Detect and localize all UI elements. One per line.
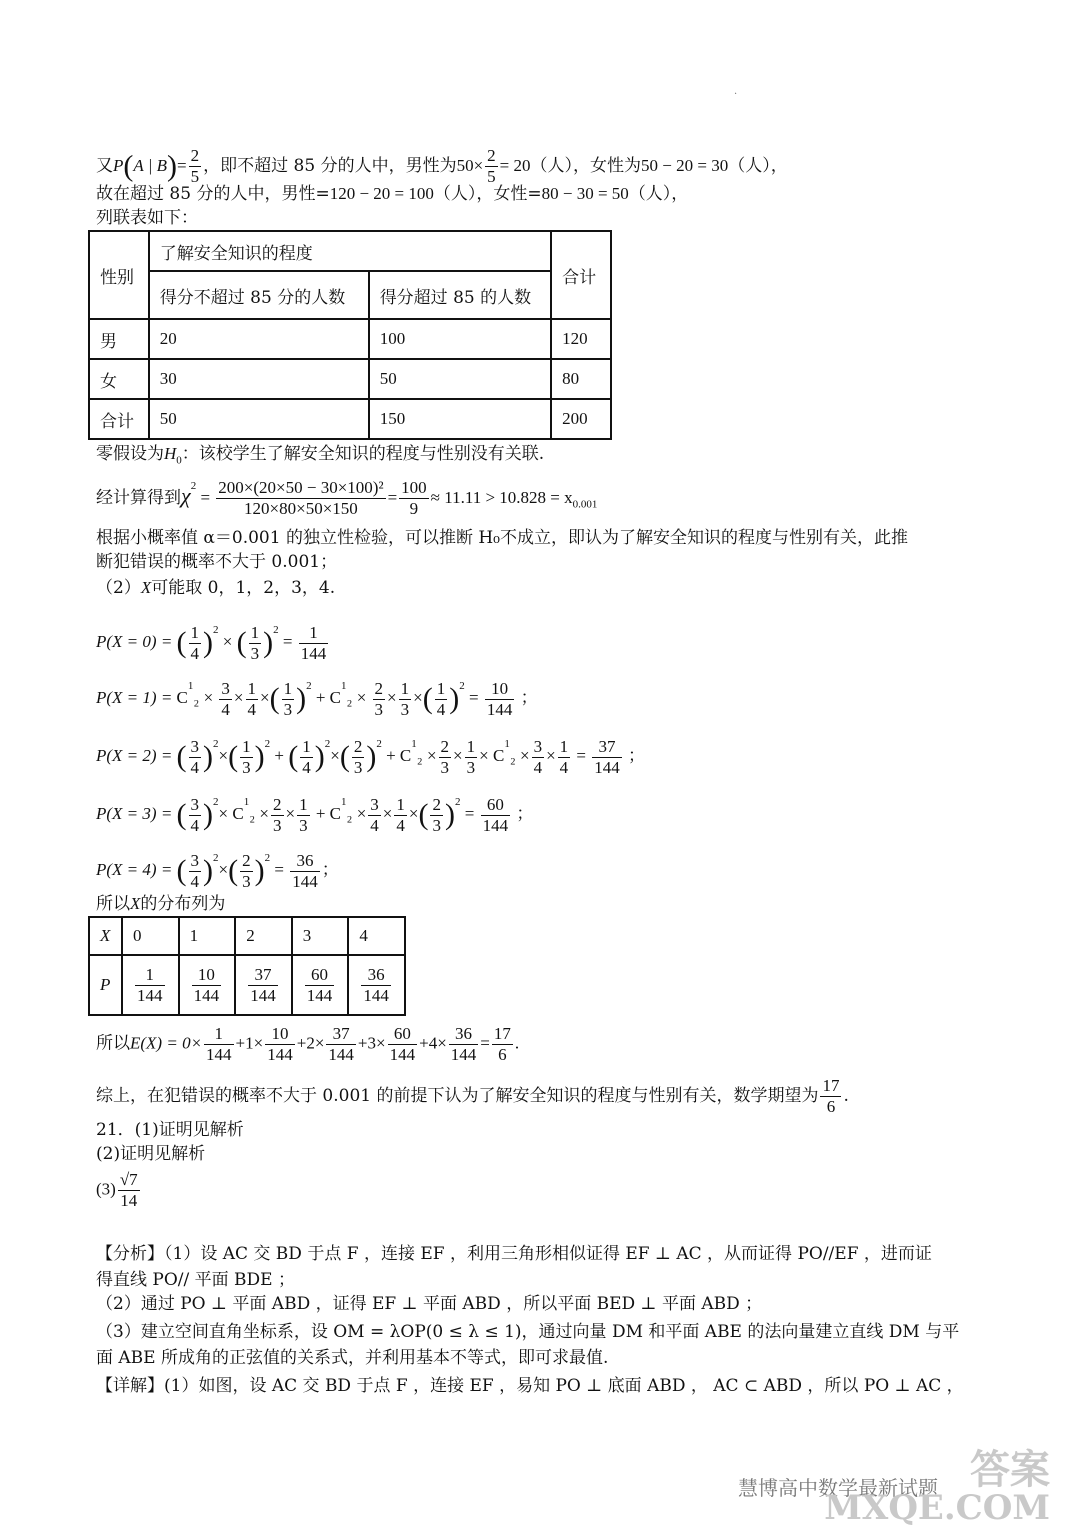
row-label: X: [89, 917, 122, 955]
text: （人），: [728, 156, 788, 176]
fraction: $\frac{60}{144}$: [482, 794, 509, 835]
analysis-3: （2）通过 PO ⊥ 平面 ABD ，证得 EF ⊥ 平面 ABD ，所以平面 BED ⊥ 平面 ABD ；: [96, 1294, 763, 1314]
cell: $\frac{1}{144}$: [122, 955, 179, 1015]
fraction: $\frac{\text{200×(20×50 − 30×100)²}}{120\times 80\times 50\times 150}$: [218, 478, 384, 518]
analysis-4: （3）建立空间直角坐标系，设 OM = λOP(0 ≤ λ ≤ 1)，通过向量 DM 和平面 ABE 的法向量建立直线 DM 与平: [96, 1322, 960, 1342]
cell: $\frac{37}{144}$: [235, 955, 292, 1015]
text: .: [843, 1086, 849, 1106]
math: H: [164, 444, 177, 463]
text: （2）: [96, 578, 141, 598]
cell: 2: [235, 917, 292, 955]
cell: 50: [149, 399, 369, 439]
line-part2: [96, 576, 335, 600]
line-over85: [96, 182, 688, 206]
q21-part1: 21．(1)证明见解析: [96, 1120, 244, 1140]
cell: 0: [122, 917, 179, 955]
prob-x2: P(X = 2) = ( $\frac{3}{4}$ )$^2$×( $\frac{1}{3}$ )$^2$ + ( $\frac{1}{4}$ )$^2$×( $\frac{2}{3}$ )$^2 + C^1_2$ × $\frac{2}{3}$ × $\frac{1}{3}$ × $C^1_2$ × $\frac{3}{4}$ × $\frac{1}{4}$ = $\frac{37}{144}$ ；: [96, 736, 646, 777]
row-label: 合计: [89, 399, 149, 439]
line-table-intro: 列联表如下：: [96, 208, 198, 228]
table-row: [89, 319, 611, 359]
text: 零假设为: [96, 444, 164, 464]
line-chi-square: 经计算得到$\chi^2$ = $\frac{\text{200×(20×50 − 30×100)²}}{120\times 80\times 50\times 150}$ = $\frac{100}{9}$ ≈ $11.11 > 10.828 = x_{0.001}$: [96, 478, 598, 518]
q21-part3: [96, 1170, 142, 1211]
fraction: $\frac{36}{144}$: [292, 850, 318, 891]
text: （人），女性=: [433, 184, 542, 204]
header-col2: 得分超过 85 的人数: [369, 271, 551, 319]
math: P(X = 0) =: [96, 632, 173, 651]
header-total: 合计: [551, 231, 611, 319]
math: P(X = 3) =: [96, 804, 173, 823]
math: 50×: [456, 156, 484, 175]
analysis-5: 面 ABE 所成角的正弦值的关系式，并利用基本不等式，即可求最值.: [96, 1348, 609, 1368]
cell: $\frac{60}{144}$: [292, 955, 349, 1015]
fraction: $\frac{10}{144}$: [486, 678, 513, 719]
prob-x4: P(X = 4) = ( $\frac{3}{4}$ )$^2$×( $\frac{2}{3}$ )$^2$ = $\frac{36}{144}$ ；: [96, 850, 339, 891]
distribution-table: [88, 916, 406, 1016]
text: ；: [321, 860, 339, 879]
math: 120 − 20 = 100: [329, 184, 434, 203]
fraction: $\frac{1}{144}$: [300, 622, 327, 663]
line-conclusion-1: 根据小概率值 α＝0.001 的独立性检验，可以推断 H₀不成立，即认为了解安全知识的程度与性别有关，此推: [96, 528, 908, 548]
math: = 20: [499, 156, 531, 175]
watermark-answer: 答案: [970, 1446, 1050, 1493]
math-event: A | B: [133, 156, 168, 175]
math-chi: χ: [181, 483, 191, 508]
cell: 30: [149, 359, 369, 399]
line-summary: [96, 1076, 849, 1117]
line-null-hypothesis: [96, 442, 544, 472]
cell: $\frac{36}{144}$: [348, 955, 405, 1015]
line-distribution-intro: [96, 892, 225, 916]
text: ；: [516, 804, 534, 823]
text: （人），: [628, 184, 689, 204]
math: X: [140, 578, 152, 597]
fraction: $\frac{37}{144}$: [594, 736, 620, 777]
text: 所以: [96, 1033, 130, 1054]
math: P(X = 4) =: [96, 860, 173, 879]
fraction: $\frac{17}{6}$: [822, 1076, 840, 1116]
text: 可能取 0，1，2，3，4.: [151, 578, 336, 598]
line-conditional-prob: 又P(A | B)= $\frac{2}{5}$ ，即不超过 85 分的人中，男性为50× $\frac{2}{5}$ = 20（人），女性为50 − 20 = 30（人），: [96, 146, 788, 186]
q21-part2: (2)证明见解析: [96, 1144, 206, 1164]
row-label: 男: [89, 319, 149, 359]
cell: 100: [369, 319, 551, 359]
line-expectation: 所以E(X) = 0× $\frac{1}{144}$ +1× $\frac{10}{144}$ +2× $\frac{37}{144}$ +3× $\frac{60}{144}$ +4× $\frac{36}{144}$ = $\frac{17}{6}$ .: [96, 1024, 520, 1064]
cell: 200: [551, 399, 611, 439]
analysis-1: 【分析】（1）设 AC 交 BD 于点 F ，连接 EF ，利用三角形相似证得 EF ⊥ AC ，从而证得 PO//EF ，进而证: [96, 1244, 932, 1264]
math-sub: 0: [176, 454, 182, 467]
table-row: [89, 955, 405, 1015]
prob-x1: $P(X = 1) = C^1_2$ × $\frac{3}{4}$ × $\frac{1}{4}$ ×( $\frac{1}{3}$ )$^2 + C^1_2$ × $\frac{2}{3}$ × $\frac{1}{3}$ ×( $\frac{1}{4}$ )$^2$ = $\frac{10}{144}$ ；: [96, 678, 538, 719]
math-p: P: [113, 156, 124, 175]
prob-x0: P(X = 0) = ( $\frac{1}{4}$ )$^2$ × ( $\frac{1}{3}$ )$^2$ = $\frac{1}{144}$: [96, 622, 327, 663]
text: (3): [96, 1179, 116, 1199]
math: ≈ 11.11 > 10.828 = x: [430, 488, 573, 507]
text: ；: [520, 688, 538, 707]
line-conclusion-2: 断犯错误的概率不大于 0.001；: [96, 552, 338, 572]
table-row: [89, 359, 611, 399]
text: ；: [628, 746, 646, 765]
fraction: $\frac{√7}{14}$: [119, 1170, 138, 1210]
table-row: [89, 399, 611, 439]
math: 80 − 30 = 50: [541, 184, 629, 203]
text: （人），女性为: [530, 156, 642, 176]
text: 综上，在犯错误的概率不大于 0.001 的前提下认为了解安全知识的程度与性别有关，数学期望为: [96, 1086, 819, 1106]
header-dot: .: [734, 86, 738, 97]
fraction: $\frac{2}{5}$: [487, 146, 496, 186]
header-col1: 得分不超过 85 分的人数: [149, 271, 369, 319]
header-gender: 性别: [89, 231, 149, 319]
cell: 20: [149, 319, 369, 359]
fraction: $\frac{100}{9}$: [401, 478, 427, 518]
header-group: 了解安全知识的程度: [149, 231, 551, 271]
contingency-table: [88, 230, 612, 440]
math: X: [130, 894, 141, 913]
cell: 120: [551, 319, 611, 359]
math: =: [387, 488, 398, 507]
text: ：该校学生了解安全知识的程度与性别没有关联.: [181, 444, 545, 464]
text: 的分布列为: [140, 894, 226, 914]
cell: 3: [292, 917, 349, 955]
watermark-account: 慧博高中数学最新试题: [738, 1476, 938, 1500]
row-label: 女: [89, 359, 149, 399]
cell: 80: [551, 359, 611, 399]
math: P(X = 1) =: [96, 688, 173, 707]
table-row: [89, 917, 405, 955]
math-sup: 2: [190, 480, 197, 492]
text: 又: [96, 156, 113, 176]
watermark-site: MXQE.COM: [824, 1488, 1050, 1528]
prob-x3: P(X = 3) = ( $\frac{3}{4}$ )$^2\times C^1_2$ × $\frac{2}{3}$ × $\frac{1}{3}$ + $C^1_2$ × $\frac{3}{4}$ × $\frac{1}{4}$ ×( $\frac{2}{3}$ )$^2$ = $\frac{60}{144}$ ；: [96, 794, 534, 835]
cell: 1: [179, 917, 236, 955]
math: 50 − 20 = 30: [641, 156, 729, 175]
cell: 150: [369, 399, 551, 439]
text: 经计算得到: [96, 488, 181, 508]
row-label: P: [89, 955, 122, 1015]
math-sub: 0.001: [572, 498, 598, 511]
cell: 50: [369, 359, 551, 399]
math: P(X = 2) =: [96, 746, 173, 765]
cell: 4: [348, 917, 405, 955]
math: E(X) = 0×: [130, 1033, 203, 1053]
text: 所以: [96, 894, 130, 914]
text: ，即不超过 85 分的人中，男性为: [203, 156, 457, 176]
detail-1: 【详解】(1）如图，设 AC 交 BD 于点 F ，连接 EF ，易知 PO ⊥ 底面 ABD ， AC ⊂ ABD ，所以 PO ⊥ AC ，: [96, 1376, 964, 1396]
cell: $\frac{10}{144}$: [179, 955, 236, 1015]
analysis-2: 得直线 PO// 平面 BDE ；: [96, 1270, 295, 1290]
text: 故在超过 85 分的人中，男性=: [96, 184, 330, 204]
fraction: $\frac{2}{5}$: [190, 146, 200, 186]
